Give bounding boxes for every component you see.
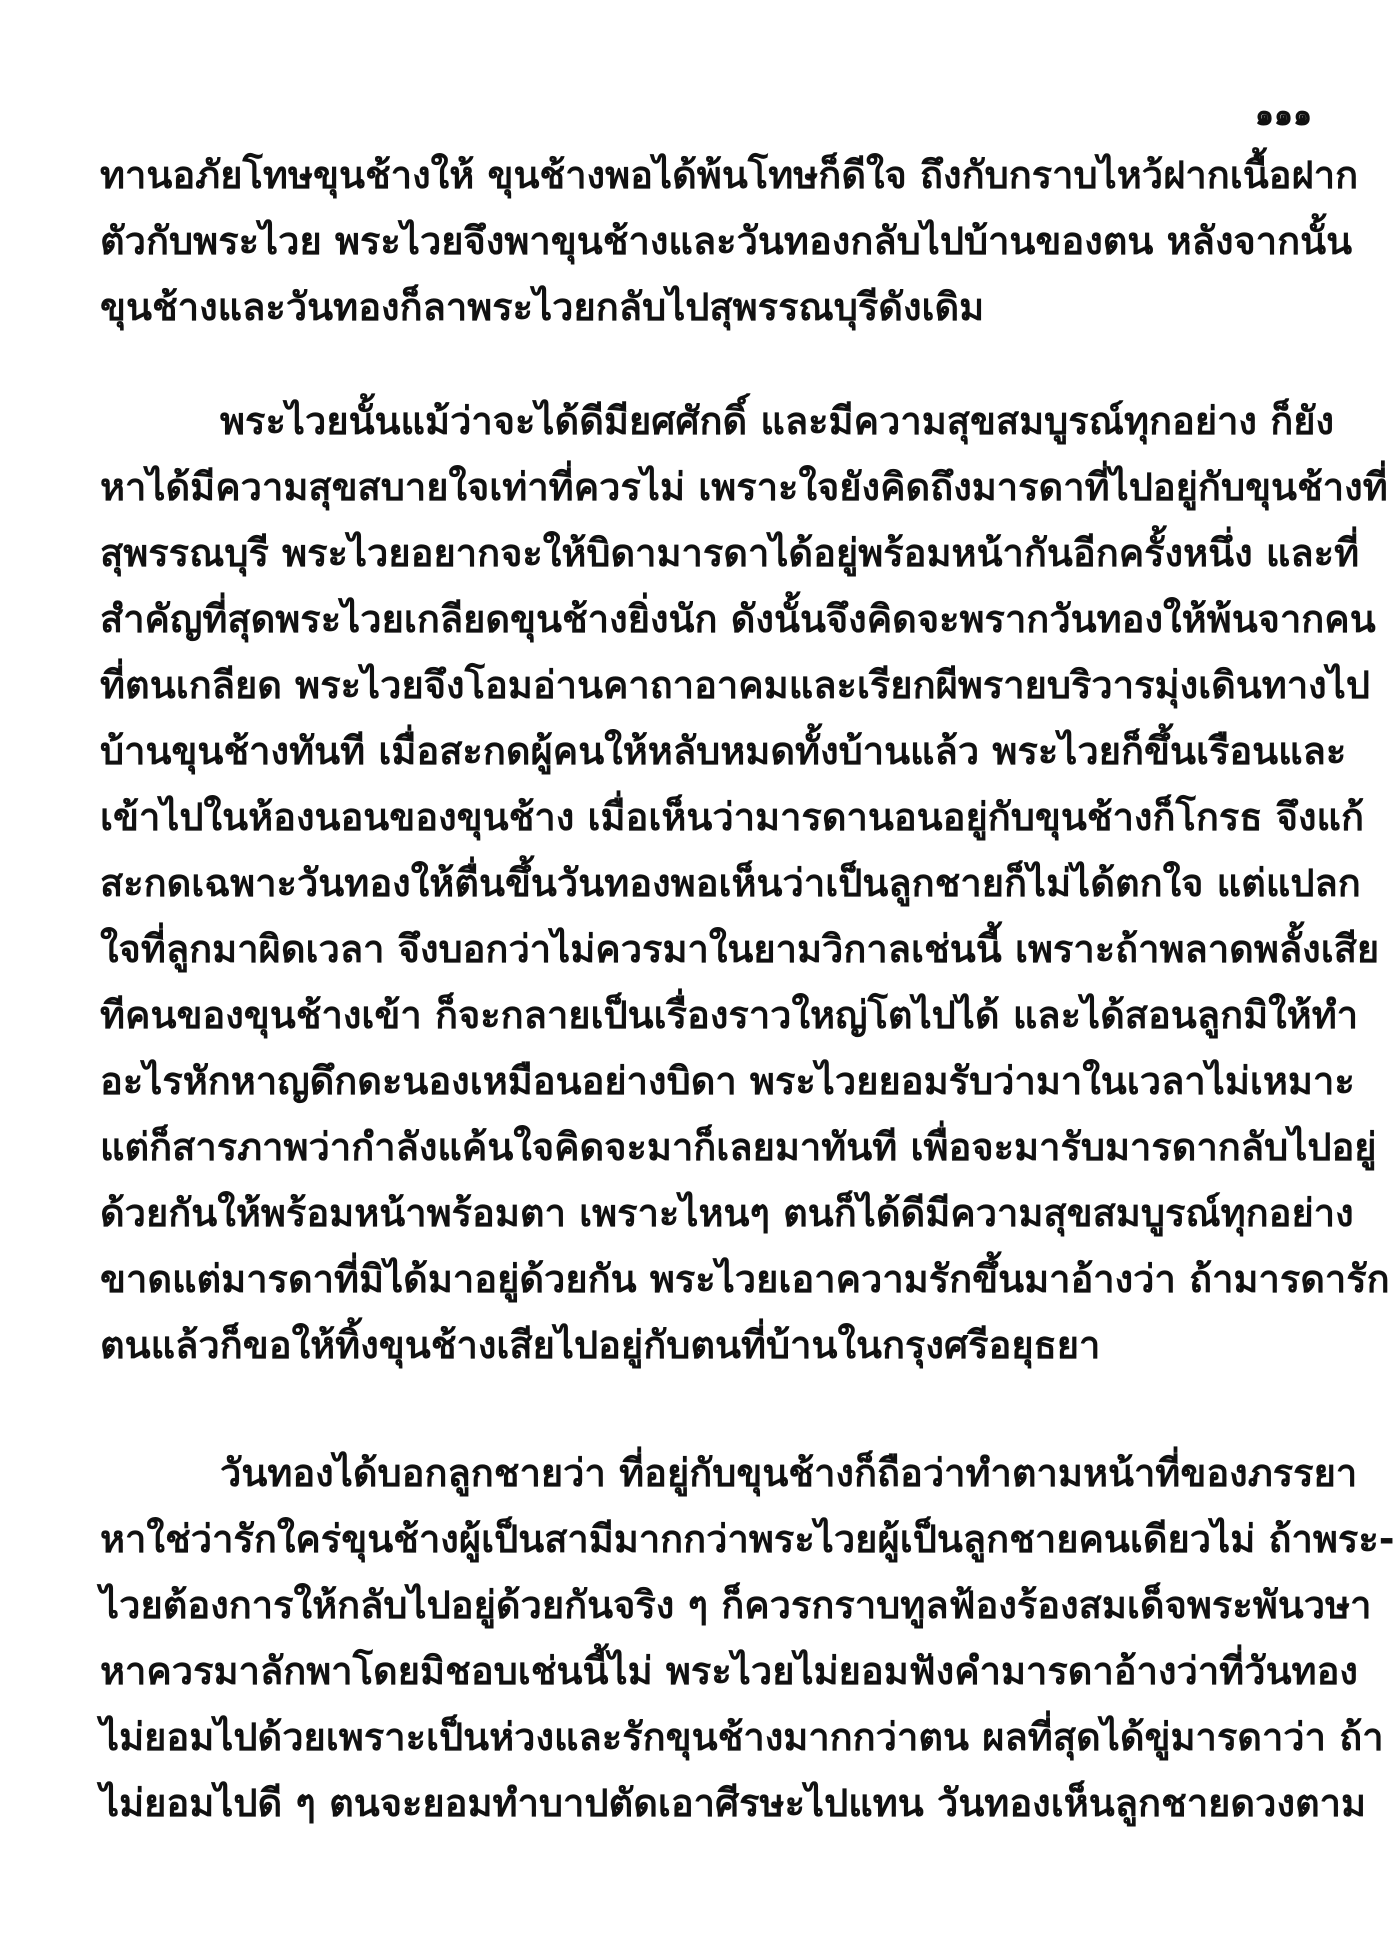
text-line: ตัวกับพระไวย พระไวยจึงพาขุนช้างและวันทองกลับไปบ้านของตน หลังจากนั้น	[100, 219, 1353, 263]
text-line: ไม่ยอมไปดี ๆ ตนจะยอมทำบาปตัดเอาศีรษะไปแทน วันทองเห็นลูกชายดวงตาม	[100, 1781, 1367, 1825]
paragraph-3	[100, 1440, 1395, 1836]
text-line: ไวยต้องการให้กลับไปอยู่ด้วยกันจริง ๆ ก็ควรกราบทูลฟ้องร้องสมเด็จพระพันวษา	[100, 1583, 1372, 1627]
text-line: ที่ตนเกลียด พระไวยจึงโอมอ่านคาถาอาคมและเรียกผีพรายบริวารมุ่งเดินทางไป	[100, 663, 1370, 707]
text-line: ด้วยกันให้พร้อมหน้าพร้อมตา เพราะไหนๆ ตนก็ได้ดีมีความสุขสมบูรณ์ทุกอย่าง	[100, 1191, 1354, 1235]
text-line: หาใช่ว่ารักใคร่ขุนช้างผู้เป็นสามีมากกว่าพระไวยผู้เป็นลูกชายคนเดียวไม่ ถ้าพระ-	[100, 1517, 1395, 1561]
text-line: สุพรรณบุรี พระไวยอยากจะให้บิดามารดาได้อยู่พร้อมหน้ากันอีกครั้งหนึ่ง และที่	[100, 531, 1360, 575]
text-line: สำคัญที่สุดพระไวยเกลียดขุนช้างยิ่งนัก ดังนั้นจึงคิดจะพรากวันทองให้พ้นจากคน	[100, 597, 1376, 641]
text-line: อะไรหักหาญดึกดะนองเหมือนอย่างบิดา พระไวยยอมรับว่ามาในเวลาไม่เหมาะ	[100, 1059, 1355, 1103]
text-line: ใจที่ลูกมาผิดเวลา จึงบอกว่าไม่ควรมาในยามวิกาลเช่นนี้ เพราะถ้าพลาดพลั้งเสีย	[100, 927, 1380, 971]
paragraph-2	[100, 388, 1390, 1378]
page-number: ๑๑๑	[1254, 98, 1312, 133]
text-line: หาได้มีความสุขสบายใจเท่าที่ควรไม่ เพราะใจยังคิดถึงมารดาที่ไปอยู่กับขุนช้างที่	[100, 465, 1388, 509]
text-line: ขาดแต่มารดาที่มิได้มาอยู่ด้วยกัน พระไวยเอาความรักขึ้นมาอ้างว่า ถ้ามารดารัก	[100, 1257, 1390, 1301]
text-line: แต่ก็สารภาพว่ากำลังแค้นใจคิดจะมาก็เลยมาทันที เพื่อจะมารับมารดากลับไปอยู่	[100, 1125, 1377, 1169]
text-line: หาควรมาลักพาโดยมิชอบเช่นนี้ไม่ พระไวยไม่ยอมฟังคำมารดาอ้างว่าที่วันทอง	[100, 1649, 1358, 1693]
text-line: ทีคนของขุนช้างเข้า ก็จะกลายเป็นเรื่องราวใหญ่โตไปได้ และได้สอนลูกมิให้ทำ	[100, 993, 1359, 1037]
text-line: ทานอภัยโทษขุนช้างให้ ขุนช้างพอได้พ้นโทษก็ดีใจ ถึงกับกราบไหว้ฝากเนื้อฝาก	[100, 153, 1359, 197]
text-line: ตนแล้วก็ขอให้ทิ้งขุนช้างเสียไปอยู่กับตนที่บ้านในกรุงศรีอยุธยา	[100, 1323, 1101, 1367]
text-line: สะกดเฉพาะวันทองให้ตื่นขึ้นวันทองพอเห็นว่าเป็นลูกชายก็ไม่ได้ตกใจ แต่แปลก	[100, 861, 1361, 905]
paragraph-1	[100, 142, 1359, 340]
text-line: บ้านขุนช้างทันที เมื่อสะกดผู้คนให้หลับหมดทั้งบ้านแล้ว พระไวยก็ขึ้นเรือนและ	[100, 729, 1347, 773]
text-line: เข้าไปในห้องนอนของขุนช้าง เมื่อเห็นว่ามารดานอนอยู่กับขุนช้างก็โกรธ จึงแก้	[100, 795, 1365, 839]
text-line: ขุนช้างและวันทองก็ลาพระไวยกลับไปสุพรรณบุรีดังเดิม	[100, 285, 985, 329]
text-line: พระไวยนั้นแม้ว่าจะได้ดีมียศศักดิ์ และมีความสุขสมบูรณ์ทุกอย่าง ก็ยัง	[220, 399, 1335, 443]
text-line: ไม่ยอมไปด้วยเพราะเป็นห่วงและรักขุนช้างมากกว่าตน ผลที่สุดได้ขู่มารดาว่า ถ้า	[100, 1715, 1384, 1759]
text-line: วันทองได้บอกลูกชายว่า ที่อยู่กับขุนช้างก็ถือว่าทำตามหน้าที่ของภรรยา	[220, 1451, 1358, 1495]
